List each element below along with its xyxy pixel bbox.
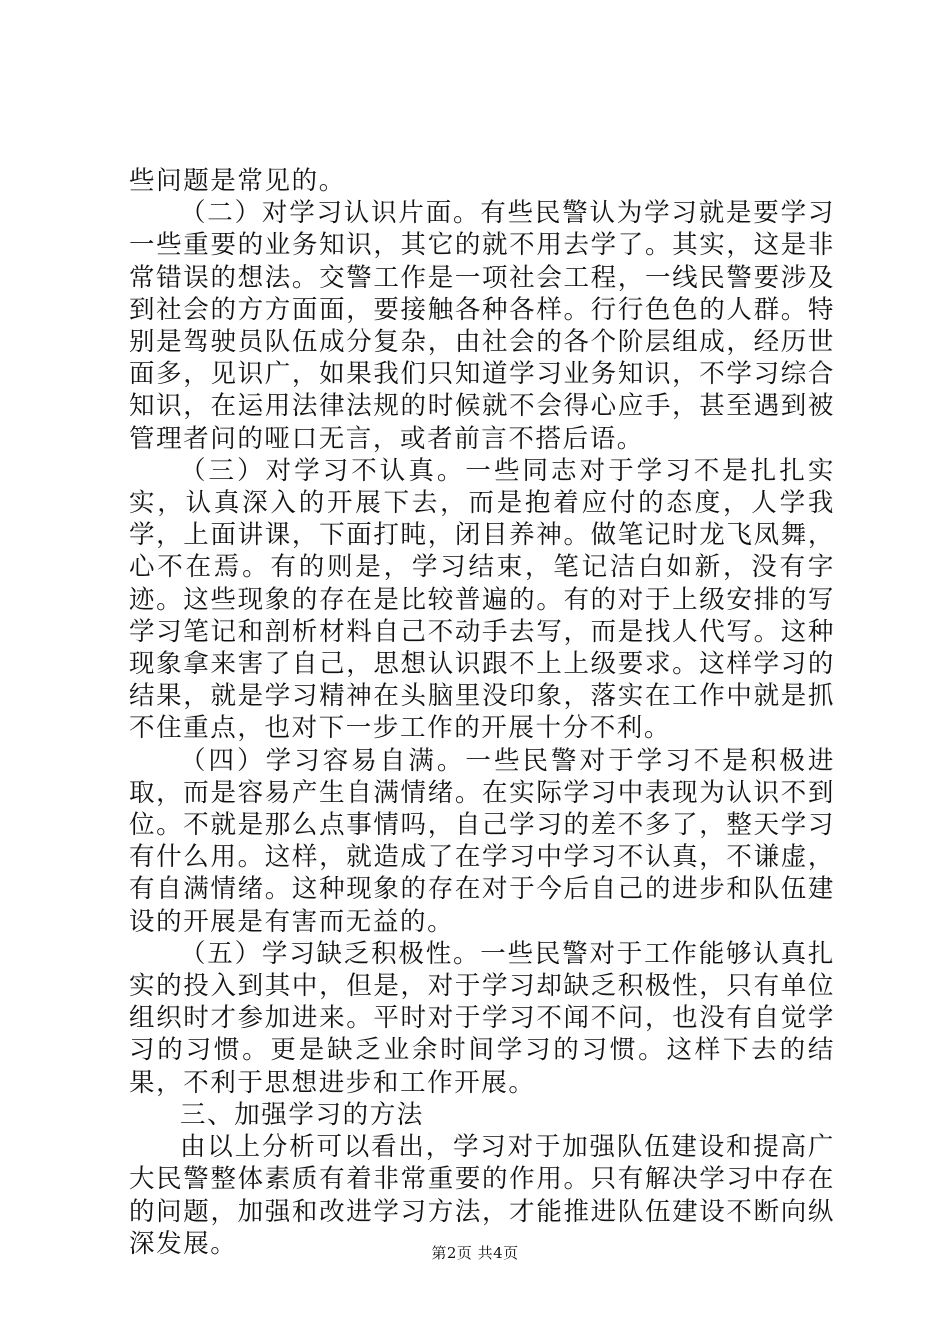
document-page [129, 165, 835, 1260]
paragraph-item-3: （三）对学习不认真。一些同志对于学习不是扎扎实实，认真深入的开展下去，而是抱着应付的态度，人学我学，上面讲课，下面打盹，闭目养神。做笔记时龙飞凤舞，心不在焉。有的则是，学习结束，笔记洁白如新，没有字迹。这些现象的存在是比较普遍的。有的对于上级安排的写学习笔记和剖析材料自己不动手去写，而是找人代写。这种现象拿来害了自己，思想认识跟不上上级要求。这样学习的结果，就是学习精神在头脑里没印象，落实在工作中就是抓不住重点，也对下一步工作的开展十分不利。 [129, 455, 835, 744]
paragraph-item-2: （二）对学习认识片面。有些民警认为学习就是要学习一些重要的业务知识，其它的就不用去学了。其实，这是非常错误的想法。交警工作是一项社会工程，一线民警要涉及到社会的方方面面，要接触各种各样。行行色色的人群。特别是驾驶员队伍成分复杂，由社会的各个阶层组成，经历世面多，见识广，如果我们只知道学习业务知识，不学习综合知识，在运用法律法规的时候就不会得心应手，甚至遇到被管理者问的哑口无言，或者前言不搭后语。 [129, 198, 835, 454]
paragraph-section-intro: 由以上分析可以看出，学习对于加强队伍建设和提高广大民警整体素质有着非常重要的作用。只有解决学习中存在的问题，加强和改进学习方法，才能推进队伍建设不断向纵深发展。 [129, 1132, 835, 1259]
paragraph-continuation: 些问题是常见的。 [129, 166, 346, 196]
section-heading: 三、加强学习的方法 [180, 1099, 424, 1130]
paragraph-item-5: （五）学习缺乏积极性。一些民警对于工作能够认真扎实的投入到其中，但是，对于学习却缺乏积极性，只有单位组织时才参加进来。平时对于学习不闻不问，也没有自觉学习的习惯。更是缺乏业余时间学习的习惯。这样下去的结果，不利于思想进步和工作开展。 [129, 938, 835, 1098]
page-footer: 第2页 共4页 [431, 1244, 519, 1262]
paragraph-item-4: （四）学习容易自满。一些民警对于学习不是积极进取，而是容易产生自满情绪。在实际学习中表现为认识不到位。不就是那么点事情吗，自己学习的差不多了，整天学习有什么用。这样，就造成了在学习中学习不认真，不谦虚，有自满情绪。这种现象的存在对于今后自己的进步和队伍建设的开展是有害而无益的。 [129, 745, 835, 937]
